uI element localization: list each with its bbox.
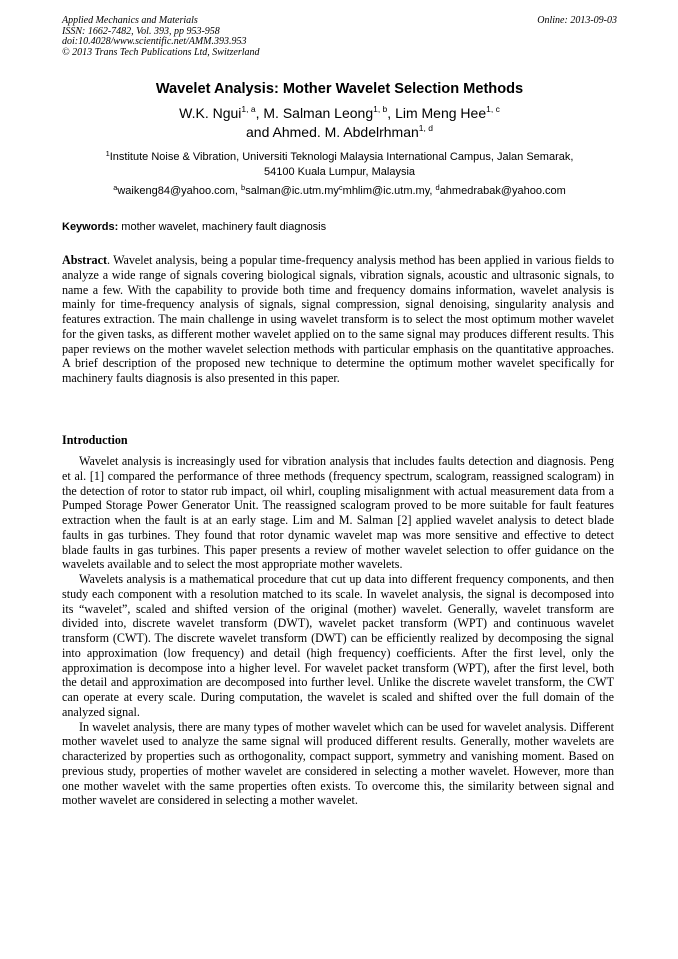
keywords-text: mother wavelet, machinery fault diagnosis [118,221,327,233]
doi-line: doi:10.4028/www.scientific.net/AMM.393.953 [62,36,247,48]
email-superscript: b [241,183,246,192]
author-name: , Lim Meng Hee [387,105,487,121]
copyright-line: © 2013 Trans Tech Publications Ltd, Switzerland [62,46,260,58]
affiliation-line: 54100 Kuala Lumpur, Malaysia [263,166,416,178]
author-name: , M. Salman Leong [255,105,374,121]
email-address: ahmedrabak@yahoo.com [439,185,566,197]
email-address: mhlim@ic.utm.my, [342,185,436,197]
abstract [62,253,614,386]
affiliation [62,150,617,180]
author-list [62,104,617,142]
email-address: salman@ic.utm.my [245,185,339,197]
keywords-label: Keywords: [62,221,119,233]
paper-title: Wavelet Analysis: Mother Wavelet Selection Methods [155,81,524,97]
journal-header [62,16,617,58]
journal-name: Applied Mechanics and Materials [62,15,198,26]
author-superscript: 1, c [486,104,500,114]
author-name: and Ahmed. M. Abdelrhman [246,124,419,140]
paragraph: Wavelets analysis is a mathematical procedure that cut up data into different frequency components, and then study each component with a resolution matched to its scale. In wavelet analysis, the signal is decomposed into its “wavelet”, scaled and shifted version of the original (mother) wavelet. Generally, wavelet transform are divided into, discrete wavelet transform (DWT), wavelet packet transform (WPT) and continuous wavelet transform (CWT). The discrete wavelet transform (DWT) can be efficiently realized by decomposing the signal into approximation (low frequency) and detail (high frequency) coefficients. After the first level, only the approximation is decompose into a higher level. For wavelet packet transform (WPT), after the first level, both the detail and approximation are decomposed into further level. Unlike the discrete wavelet transform, the CWT can operate at every scale. During computation, the wavelet is scaled and shifted over the full domain of the analyzed signal. [62,572,614,719]
email-address: waikeng84@yahoo.com, [117,185,242,197]
section-heading-introduction: Introduction [62,433,128,447]
paragraph: Wavelet analysis is increasingly used for vibration analysis that includes faults detection and diagnosis. Peng et al. [1] compared the performance of three methods (frequency spectrum, scalogram, reassigned scalogram) in the detection of rotor to stator rub impact, oil whirl, coupling misalignment with actual measurement data from a Pumped Storage Power Generator Unit. The reassigned scalogram proved to be more suitable for fault features extraction when the fault is at an early stage. Lim and M. Salman [2] applied wavelet analysis to detect blade faults in gas turbines. They found that rotor dynamic wavelet map was more sensitive and effective to detect blade faults in gas turbines. This paper presents a review of mother wavelet selection to offer guidance on the wavelets available and to select the most appropriate mother wavelets. [62,454,614,572]
author-superscript: 1, a [241,104,256,114]
author-name: W.K. Ngui [179,105,242,121]
online-date: Online: 2013-09-03 [537,15,617,26]
author-superscript: 1, b [373,104,388,114]
email-superscript: c [338,183,343,192]
paragraph: In wavelet analysis, there are many types of mother wavelet which can be used for wavelet analysis. Different mother wavelet used to analyze the same signal will produced different results. Generally, mother wavelets are characterized by properties such as orthogonality, compact support, symmetry and vanishing moment. Based on previous study, properties of mother wavelet are considered in selecting a mother wavelet. However, more than one mother wavelet with the same properties often exists. To overcome this, the similarity between signal and mother wavelet are considered in selecting a mother wavelet. [62,719,614,808]
email-superscript: a [113,183,118,192]
abstract-label: Abstract [62,253,108,267]
introduction-body [62,454,614,808]
affiliation-superscript: 1 [105,149,110,158]
author-superscript: 1, d [418,123,433,133]
keywords [62,220,617,235]
email-superscript: d [435,183,440,192]
abstract-text: . Wavelet analysis, being a popular time-frequency analysis method has been applied in various fields to analyze a wide range of signals covering biological signals, vibration signals, acoustic and ultrasonic signals, to name a few. With the capability to provide both time and frequency domains information, wavelet analysis is mainly for time-frequency analysis of signals, signal compression, signal denoising, singularity analysis and features extraction. The main challenge in using wavelet transform is to select the most optimum mother wavelet for the given tasks, as different mother wavelet applied on to the same signal may produces different results. This paper reviews on the mother wavelet selection methods with particular emphasis on the quantitative approaches. A brief description of the proposed new technique to determine the optimum mother wavelet specifically for machinery faults diagnosis is also presented in this paper. [62,253,614,385]
author-emails [62,184,617,199]
affiliation-line: Institute Noise & Vibration, Universiti Teknologi Malaysia International Campus, Jalan Semarak, [109,151,574,163]
issn-line: ISSN: 1662-7482, Vol. 393, pp 953-958 [62,25,220,37]
